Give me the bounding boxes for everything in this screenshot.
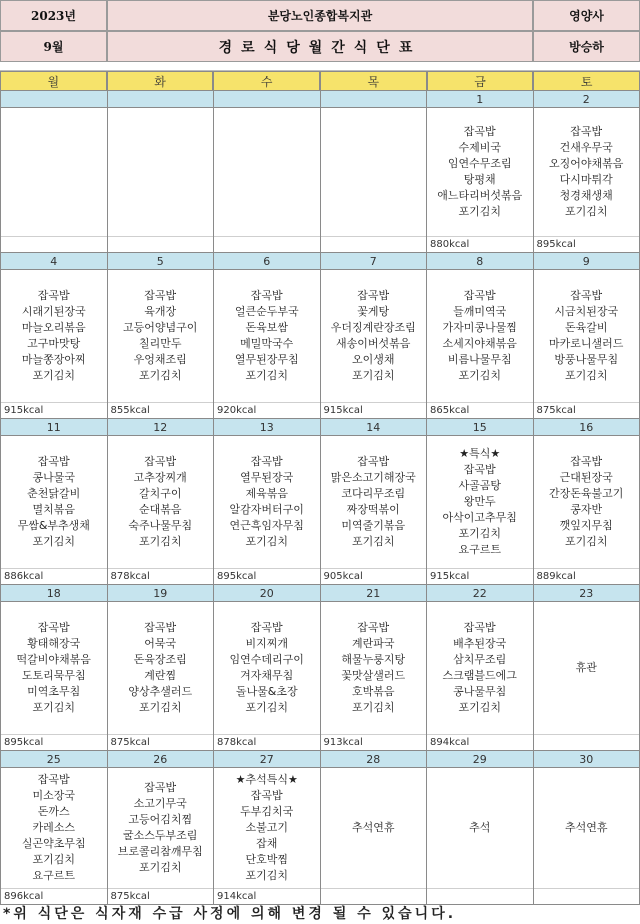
menu-item: 잡곡밥: [144, 781, 177, 794]
menu-item: 간장돈육불고기: [549, 487, 624, 500]
menu-item: 삼치무조림: [453, 653, 507, 666]
menu-item: 연근흑임자무침: [229, 519, 304, 532]
date-number: 20: [214, 585, 320, 602]
menu-item: 돈육갈비: [564, 321, 608, 334]
menu-list: [108, 436, 214, 568]
calorie-label: 920kcal: [214, 402, 320, 418]
calorie-label: 889kcal: [534, 568, 640, 584]
menu-item: 오이생채: [351, 353, 395, 366]
menu-item: 잡곡밥: [250, 455, 283, 468]
menu-item: 시금치된장국: [554, 305, 619, 318]
menu-list: [534, 270, 640, 402]
menu-item: 포기김치: [351, 701, 395, 714]
day-cell: [214, 419, 321, 585]
date-number: 28: [321, 751, 427, 768]
menu-item: 순대볶음: [138, 503, 182, 516]
menu-item: 방풍나물무침: [554, 353, 619, 366]
menu-item: 임연수데리구이: [229, 653, 304, 666]
menu-item: 잡곡밥: [250, 789, 283, 802]
calorie-label: [108, 236, 214, 252]
menu-item: 잡곡밥: [144, 455, 177, 468]
menu-item: 포기김치: [351, 369, 395, 382]
date-number: 13: [214, 419, 320, 436]
menu-item: 포기김치: [351, 535, 395, 548]
menu-item: 포기김치: [564, 369, 608, 382]
menu-item: 열무된장무침: [234, 353, 299, 366]
menu-item: 알감자버터구이: [229, 503, 304, 516]
menu-item: 열무된장국: [240, 471, 294, 484]
menu-item: 짜장떡볶이: [346, 503, 400, 516]
menu-item: 다시마튀각: [559, 173, 613, 186]
menu-list: [534, 108, 640, 236]
menu-item: 떡갈비야채볶음: [16, 653, 91, 666]
date-number: 12: [108, 419, 214, 436]
menu-item: 포기김치: [32, 535, 75, 548]
menu-item: 잡곡밥: [250, 289, 283, 302]
day-cell: [534, 419, 640, 585]
menu-item: 숙주나물무침: [128, 519, 193, 532]
calorie-label: [534, 734, 640, 750]
menu-item: 잡채: [256, 837, 278, 850]
week-row: [0, 91, 640, 253]
menu-list: [1, 108, 107, 236]
day-cell: [108, 419, 215, 585]
calorie-label: 880kcal: [427, 236, 533, 252]
menu-list: [534, 436, 640, 568]
menu-item: 잡곡밥: [144, 289, 177, 302]
menu-item: 배추된장국: [453, 637, 507, 650]
week-row: [0, 585, 640, 751]
date-number: [214, 91, 320, 108]
calorie-label: [427, 888, 533, 904]
date-number: 25: [1, 751, 107, 768]
menu-item: 사골곰탕: [458, 479, 501, 492]
menu-item: 꽃맛살샐러드: [341, 669, 406, 682]
calorie-label: 914kcal: [214, 888, 320, 904]
calorie-label: 865kcal: [427, 402, 533, 418]
page-title: 경로식당월간식단표: [107, 31, 533, 62]
spacer-row: [0, 62, 640, 71]
menu-item: 포기김치: [245, 869, 288, 882]
date-number: 26: [108, 751, 214, 768]
menu-item: 춘천닭갈비: [27, 487, 81, 500]
menu-item: 꽃게탕: [357, 305, 390, 318]
calorie-label: 894kcal: [427, 734, 533, 750]
menu-item: 잡곡밥: [357, 455, 390, 468]
menu-item: 수제비국: [458, 141, 501, 154]
menu-item: 우더징계란장조림: [330, 321, 416, 334]
calorie-label: [321, 236, 427, 252]
day-cell: [214, 585, 321, 751]
menu-item: 포기김치: [458, 205, 501, 218]
menu-item: 미역줄기볶음: [341, 519, 406, 532]
menu-item: 건새우무국: [559, 141, 613, 154]
date-number: 4: [1, 253, 107, 270]
menu-item: 두부김치국: [240, 805, 294, 818]
menu-item: 멸치볶음: [32, 503, 75, 516]
menu-item: 잡곡밥: [463, 289, 496, 302]
menu-item: 포기김치: [32, 369, 75, 382]
menu-list: [108, 602, 214, 734]
menu-item: 카레소스: [32, 821, 75, 834]
menu-item: 돌나물&초장: [235, 685, 298, 698]
date-number: 27: [214, 751, 320, 768]
day-cell: [321, 751, 428, 905]
weekday-sat: 토: [533, 71, 640, 91]
menu-item: 잡곡밥: [37, 289, 70, 302]
menu-item: 호박볶음: [351, 685, 395, 698]
menu-item: 잡곡밥: [357, 289, 390, 302]
menu-item: 코다리무조림: [341, 487, 406, 500]
date-number: 18: [1, 585, 107, 602]
day-cell: [0, 751, 108, 905]
date-number: 9: [534, 253, 640, 270]
calorie-label: [534, 888, 640, 904]
menu-item: 가자미콩나물찜: [442, 321, 517, 334]
month-label: 9월: [0, 31, 107, 62]
weekday-thu: 목: [320, 71, 427, 91]
menu-item: 잡곡밥: [37, 773, 70, 786]
day-cell: [427, 419, 534, 585]
menu-item: 요구르트: [458, 543, 501, 556]
day-cell: [427, 91, 534, 253]
menu-item: 포기김치: [458, 701, 501, 714]
menu-item: 잡곡밥: [570, 289, 603, 302]
date-number: 29: [427, 751, 533, 768]
date-number: 30: [534, 751, 640, 768]
menu-item: 고등어양념구이: [123, 321, 198, 334]
menu-item: 굴소스두부조림: [123, 829, 198, 842]
calorie-label: 915kcal: [427, 568, 533, 584]
menu-item: 포기김치: [458, 527, 501, 540]
menu-item: 휴관: [575, 661, 597, 674]
menu-item: 추석연휴: [564, 821, 608, 834]
calorie-label: 915kcal: [1, 402, 107, 418]
menu-item: 마카로니샐러드: [549, 337, 624, 350]
calorie-label: [214, 236, 320, 252]
menu-list: [1, 602, 107, 734]
menu-list: [1, 436, 107, 568]
day-cell: [0, 91, 108, 253]
menu-list: [214, 108, 320, 236]
day-cell: [534, 91, 640, 253]
date-number: 19: [108, 585, 214, 602]
day-cell: [0, 253, 108, 419]
week-row: [0, 419, 640, 585]
date-number: 1: [427, 91, 533, 108]
menu-list: [321, 270, 427, 402]
menu-item: 콩나물무침: [453, 685, 507, 698]
menu-item: 오징어야채볶음: [549, 157, 624, 170]
menu-item: 포기김치: [458, 369, 501, 382]
menu-item: 포기김치: [564, 205, 608, 218]
menu-item: 소세지야채볶음: [442, 337, 517, 350]
menu-item: 고구마맛탕: [27, 337, 81, 350]
menu-item: 잡곡밥: [463, 621, 496, 634]
menu-item: 잡곡밥: [357, 621, 390, 634]
calorie-label: [1, 236, 107, 252]
day-cell: [427, 253, 534, 419]
menu-list: [214, 602, 320, 734]
menu-list: [108, 108, 214, 236]
day-cell: [427, 585, 534, 751]
day-cell: [108, 751, 215, 905]
calorie-label: 915kcal: [321, 402, 427, 418]
menu-item: 육개장: [144, 305, 177, 318]
menu-list: [427, 270, 533, 402]
org-name: 분당노인종합복지관: [107, 0, 533, 31]
date-number: 7: [321, 253, 427, 270]
menu-item: 고추장찌개: [133, 471, 187, 484]
footer-note: *위 식단은 식자재 수급 사정에 의해 변경 될 수 있습니다.: [3, 906, 457, 922]
menu-item: 비름나물무침: [447, 353, 512, 366]
date-number: [1, 91, 107, 108]
date-number: [108, 91, 214, 108]
date-number: 21: [321, 585, 427, 602]
calorie-label: 895kcal: [1, 734, 107, 750]
weekday-tue: 화: [107, 71, 214, 91]
menu-item: 비지찌개: [245, 637, 288, 650]
menu-item: 포기김치: [245, 535, 288, 548]
menu-item: 어묵국: [144, 637, 177, 650]
day-cell: [534, 585, 640, 751]
menu-item: 잡곡밥: [570, 125, 603, 138]
menu-item: 탕평채: [463, 173, 496, 186]
weekday-fri: 금: [427, 71, 534, 91]
menu-item: 소고기무국: [133, 797, 187, 810]
date-number: 5: [108, 253, 214, 270]
menu-item: 갈치구이: [138, 487, 182, 500]
day-cell: [321, 419, 428, 585]
menu-item: 포기김치: [564, 535, 608, 548]
menu-item: 실곤약초무침: [21, 837, 86, 850]
menu-item: 우엉채조림: [133, 353, 187, 366]
weekday-mon: 월: [0, 71, 107, 91]
menu-item: 메밀막국수: [240, 337, 294, 350]
menu-item: 청경채생채: [559, 189, 613, 202]
date-number: 15: [427, 419, 533, 436]
header: [0, 0, 640, 62]
menu-item: 계란파국: [351, 637, 395, 650]
menu-item: 콩자반: [570, 503, 603, 516]
year-label: 2023년: [0, 0, 107, 31]
date-number: 22: [427, 585, 533, 602]
day-cell: [534, 751, 640, 905]
calorie-label: 875kcal: [108, 734, 214, 750]
menu-item: 미소장국: [32, 789, 75, 802]
menu-list: [321, 108, 427, 236]
day-cell: [321, 91, 428, 253]
menu-item: 잡곡밥: [463, 125, 496, 138]
menu-item: 추석: [469, 821, 491, 834]
date-number: 16: [534, 419, 640, 436]
menu-list: [321, 768, 427, 888]
calorie-label: 905kcal: [321, 568, 427, 584]
calorie-label: 913kcal: [321, 734, 427, 750]
calorie-label: 896kcal: [1, 888, 107, 904]
menu-list: [214, 270, 320, 402]
day-cell: [321, 585, 428, 751]
menu-item: 포기김치: [245, 369, 288, 382]
day-cell: [534, 253, 640, 419]
day-cell: [0, 419, 108, 585]
menu-item: 포기김치: [138, 701, 182, 714]
menu-item: 돈육보쌈: [245, 321, 288, 334]
menu-item: 돈육장조림: [133, 653, 187, 666]
menu-item: ★특식★: [459, 447, 501, 460]
menu-list: [1, 768, 107, 888]
weekday-header: [0, 71, 640, 91]
menu-item: 잡곡밥: [570, 455, 603, 468]
menu-item: 잡곡밥: [37, 621, 70, 634]
day-cell: [214, 91, 321, 253]
week-row: [0, 253, 640, 419]
menu-item: 양상추샐러드: [128, 685, 193, 698]
menu-item: 마늘오리볶음: [21, 321, 86, 334]
menu-item: 제육볶음: [245, 487, 288, 500]
menu-item: 추석연휴: [351, 821, 395, 834]
menu-item: 스크램블드에그: [442, 669, 517, 682]
menu-item: 새송이버섯볶음: [336, 337, 411, 350]
menu-item: 깻잎지무침: [559, 519, 613, 532]
menu-item: 마늘쫑장아찌: [21, 353, 86, 366]
menu-item: 근대된장국: [559, 471, 613, 484]
menu-item: 포기김치: [138, 369, 182, 382]
menu-list: [1, 270, 107, 402]
calorie-label: 886kcal: [1, 568, 107, 584]
menu-item: 포기김치: [138, 535, 182, 548]
day-cell: [214, 253, 321, 419]
menu-list: [108, 768, 214, 888]
menu-item: 아삭이고추무침: [442, 511, 517, 524]
calorie-label: 855kcal: [108, 402, 214, 418]
menu-item: 잡곡밥: [37, 455, 70, 468]
menu-item: 소불고기: [245, 821, 288, 834]
date-number: 2: [534, 91, 640, 108]
date-number: 11: [1, 419, 107, 436]
date-number: 8: [427, 253, 533, 270]
menu-item: ★추석특식★: [235, 773, 298, 786]
week-row: [0, 751, 640, 905]
menu-item: 임연수무조림: [447, 157, 512, 170]
day-cell: [427, 751, 534, 905]
menu-item: 브로콜리참깨무침: [117, 845, 203, 858]
menu-list: [534, 768, 640, 888]
menu-list: [534, 602, 640, 734]
menu-item: 미역초무침: [27, 685, 81, 698]
menu-item: 애느타리버섯볶음: [437, 189, 523, 202]
menu-item: 단호박찜: [245, 853, 288, 866]
calorie-label: 895kcal: [534, 236, 640, 252]
menu-calendar: [0, 91, 640, 905]
menu-item: 시래기된장국: [21, 305, 86, 318]
day-cell: [108, 91, 215, 253]
menu-list: [321, 436, 427, 568]
day-cell: [321, 253, 428, 419]
menu-list: [321, 602, 427, 734]
day-cell: [108, 585, 215, 751]
menu-item: 콩나물국: [32, 471, 75, 484]
menu-item: 맑은소고기해장국: [330, 471, 416, 484]
menu-item: 도토리묵무침: [21, 669, 86, 682]
menu-list: [427, 108, 533, 236]
calorie-label: 878kcal: [108, 568, 214, 584]
menu-item: 포기김치: [245, 701, 288, 714]
menu-item: 무쌈&부추생채: [17, 519, 90, 532]
menu-list: [214, 768, 320, 888]
day-cell: [214, 751, 321, 905]
date-number: 23: [534, 585, 640, 602]
calorie-label: 878kcal: [214, 734, 320, 750]
menu-item: 잡곡밥: [250, 621, 283, 634]
menu-item: 들깨미역국: [453, 305, 507, 318]
menu-item: 고등어김치찜: [128, 813, 193, 826]
calorie-label: [321, 888, 427, 904]
menu-item: 잡곡밥: [463, 463, 496, 476]
calorie-label: 895kcal: [214, 568, 320, 584]
menu-item: 겨자채무침: [240, 669, 294, 682]
date-number: 6: [214, 253, 320, 270]
menu-item: 돈까스: [37, 805, 70, 818]
menu-list: [427, 768, 533, 888]
weekday-wed: 수: [213, 71, 320, 91]
menu-item: 왕만두: [463, 495, 496, 508]
person-name: 방승하: [533, 31, 640, 62]
day-cell: [0, 585, 108, 751]
menu-item: 얼큰순두부국: [234, 305, 299, 318]
menu-list: [427, 436, 533, 568]
menu-list: [108, 270, 214, 402]
menu-list: [427, 602, 533, 734]
menu-item: 요구르트: [32, 869, 75, 882]
menu-item: 계란찜: [144, 669, 177, 682]
menu-item: 해물누룽지탕: [341, 653, 406, 666]
day-cell: [108, 253, 215, 419]
calorie-label: 875kcal: [108, 888, 214, 904]
date-number: 14: [321, 419, 427, 436]
menu-item: 황태해장국: [27, 637, 81, 650]
menu-item: 잡곡밥: [144, 621, 177, 634]
menu-item: 포기김치: [138, 861, 182, 874]
date-number: [321, 91, 427, 108]
menu-item: 포기김치: [32, 701, 75, 714]
menu-list: [214, 436, 320, 568]
role-label: 영양사: [533, 0, 640, 31]
calorie-label: 875kcal: [534, 402, 640, 418]
menu-item: 포기김치: [32, 853, 75, 866]
menu-item: 칠리만두: [138, 337, 182, 350]
